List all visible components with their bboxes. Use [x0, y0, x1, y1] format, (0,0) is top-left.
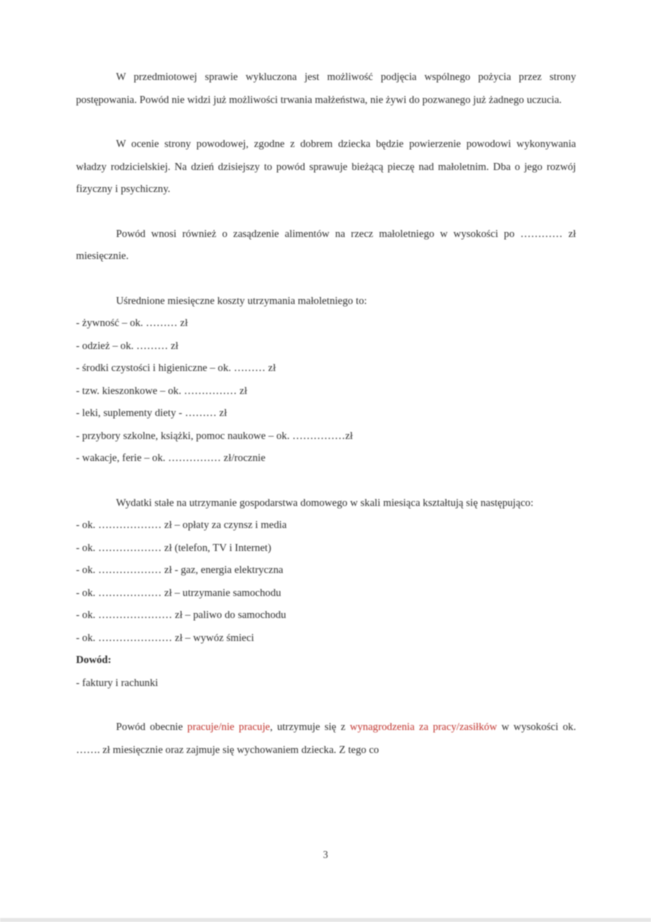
page-bottom-edge — [0, 918, 651, 922]
paragraph-parental-authority: W ocenie strony powodowej, zgodne z dobrem dziecka będzie powierzenie powodowi wykonywania władzy rodzicielskiej. Na dzień dzisiejszy to powód sprawuje bieżącą pieczę nad małoletnim. Dba o jego rozwój fizyczny i psychiczny. — [76, 139, 576, 195]
cost-item-holidays: - wakacje, ferie – ok. …………… zł/rocznie — [76, 453, 266, 464]
household-item-car: - ok. ……………… zł – utrzymanie samochodu — [76, 587, 282, 599]
cost-item-pocket-money: - tzw. kieszonkowe – ok. …………… zł — [76, 385, 248, 397]
page-number: 3 — [323, 850, 328, 861]
income-text-1: Powód obecnie — [116, 722, 188, 733]
cost-item-school-supplies: - przybory szkolne, książki, pomoc naukowe – ok. ……………zł — [76, 430, 353, 442]
household-item-telecom: - ok. ……………… zł (telefon, TV i Internet) — [76, 542, 272, 554]
costs-intro: Uśrednione miesięczne koszty utrzymania małoletniego to: — [116, 295, 367, 307]
employment-status-placeholder: pracuje/nie pracuje — [187, 722, 270, 733]
paragraph-income — [76, 717, 576, 762]
household-list — [76, 515, 576, 650]
household-intro: Wydatki stałe na utrzymanie gospodarstwa domowego w skali miesiąca kształtują się następująco: — [116, 497, 534, 509]
document-body — [76, 67, 576, 762]
cost-item-medicine: - leki, suplementy diety - ……… zł — [76, 408, 227, 419]
income-text-2: , utrzymuje się z — [269, 722, 350, 733]
cost-item-hygiene: - środki czystości i higieniczne – ok. ……… zł — [76, 363, 276, 374]
costs-list — [76, 313, 576, 471]
proof-label: Dowód: — [76, 655, 112, 666]
household-item-waste: - ok. ………………… zł – wywóz śmieci — [76, 632, 255, 644]
household-item-fuel: - ok. ………………… zł – paliwo do samochodu — [76, 610, 287, 621]
income-text-3: w wysokości ok. ……. zł miesięcznie oraz zajmuje się wychowaniem dziecka. Z tego co — [76, 722, 576, 756]
paragraph-cohabitation: W przedmiotowej sprawie wykluczona jest możliwość podjęcia wspólnego pożycia przez strony postępowania. Powód nie widzi już możliwości trwania małżeństwa, nie żywi do pozwanego już żadnego uczucia. — [76, 72, 576, 106]
cost-item-food: - żywność – ok. ……… zł — [76, 318, 188, 329]
household-item-rent: - ok. ……………… zł – opłaty za czynsz i media — [76, 520, 287, 531]
cost-item-clothing: - odzież – ok. ……… zł — [76, 340, 179, 352]
income-source-placeholder: wynagrodzenia za pracy/zasiłków — [349, 722, 497, 733]
paragraph-alimony: Powód wnosi również o zasądzenie alimentów na rzecz małoletniego w wysokości po ………… zł miesięcznie. — [76, 228, 576, 262]
proof-item: - faktury i rachunki — [76, 677, 159, 689]
household-item-energy: - ok. ……………… zł - gaz, energia elektryczna — [76, 565, 284, 576]
